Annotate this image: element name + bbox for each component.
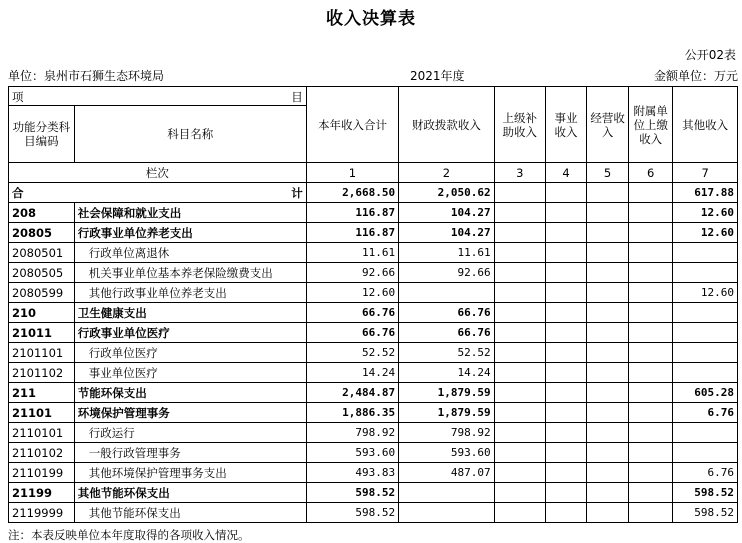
income-table	[8, 86, 738, 523]
table-row	[9, 283, 738, 303]
col-index: 5	[587, 163, 629, 183]
item-header-left: 项	[12, 90, 24, 104]
table-row	[9, 323, 738, 343]
table-row	[9, 363, 738, 383]
income-value	[587, 483, 629, 503]
name-header: 科目名称	[74, 106, 306, 163]
income-value: 12.60	[673, 203, 738, 223]
total-value: 2,668.50	[306, 183, 398, 203]
unit-label: 单位：泉州市石狮生态环境局	[8, 69, 165, 83]
income-value	[399, 483, 494, 503]
income-value	[545, 343, 586, 363]
subject-code: 208	[9, 203, 75, 223]
subject-code: 2080505	[9, 263, 75, 283]
subject-code: 2101102	[9, 363, 75, 383]
subject-code: 210	[9, 303, 75, 323]
income-value	[545, 243, 586, 263]
income-value	[629, 403, 673, 423]
income-value	[545, 503, 586, 523]
income-value	[494, 263, 545, 283]
income-value	[673, 443, 738, 463]
income-value: 593.60	[399, 443, 494, 463]
income-value	[673, 363, 738, 383]
income-value: 12.60	[673, 223, 738, 243]
income-value	[587, 303, 629, 323]
income-value	[494, 343, 545, 363]
income-value	[545, 483, 586, 503]
header-row-index	[9, 163, 738, 183]
income-value	[629, 323, 673, 343]
income-value: 66.76	[306, 303, 398, 323]
income-value: 52.52	[399, 343, 494, 363]
income-value	[494, 323, 545, 343]
income-value	[587, 343, 629, 363]
col-index: 4	[545, 163, 586, 183]
report-title: 收入决算表	[326, 9, 416, 29]
income-value	[629, 483, 673, 503]
col-header-5: 经营收入	[587, 87, 629, 163]
income-value	[494, 243, 545, 263]
item-header-right: 目	[291, 90, 303, 104]
income-value	[673, 423, 738, 443]
subject-code: 21011	[9, 323, 75, 343]
income-value: 14.24	[306, 363, 398, 383]
income-value: 598.52	[306, 503, 398, 523]
table-row	[9, 203, 738, 223]
income-value: 1,879.59	[399, 403, 494, 423]
income-value	[629, 243, 673, 263]
subject-code: 2080599	[9, 283, 75, 303]
col-header-1: 本年收入合计	[306, 87, 398, 163]
income-value	[545, 363, 586, 383]
income-value	[545, 223, 586, 243]
income-value	[629, 423, 673, 443]
income-value	[587, 283, 629, 303]
table-row	[9, 483, 738, 503]
table-row	[9, 463, 738, 483]
table-row	[9, 223, 738, 243]
table-row	[9, 243, 738, 263]
subject-name: 事业单位医疗	[74, 363, 306, 383]
header-row-item	[9, 87, 738, 106]
subject-name: 机关事业单位基本养老保险缴费支出	[74, 263, 306, 283]
income-value	[587, 223, 629, 243]
income-value: 6.76	[673, 463, 738, 483]
income-value	[494, 463, 545, 483]
table-row	[9, 423, 738, 443]
subject-name: 行政单位医疗	[74, 343, 306, 363]
income-value	[494, 443, 545, 463]
total-label-right: 计	[291, 186, 303, 200]
subject-code: 2119999	[9, 503, 75, 523]
income-value: 116.87	[306, 203, 398, 223]
income-value	[545, 383, 586, 403]
col-header-6: 附属单位上缴收入	[629, 87, 673, 163]
income-value: 487.07	[399, 463, 494, 483]
subject-name: 节能环保支出	[74, 383, 306, 403]
col-index-label: 栏次	[9, 163, 307, 183]
amount-unit: 金额单位：万元	[653, 69, 738, 83]
income-value: 66.76	[399, 303, 494, 323]
income-value: 12.60	[306, 283, 398, 303]
subject-name: 行政单位离退休	[74, 243, 306, 263]
income-value	[545, 203, 586, 223]
income-value	[494, 283, 545, 303]
income-value	[545, 323, 586, 343]
income-value	[494, 223, 545, 243]
income-value	[587, 463, 629, 483]
income-value	[494, 303, 545, 323]
income-value: 92.66	[399, 263, 494, 283]
income-value	[587, 383, 629, 403]
income-value	[587, 443, 629, 463]
income-value: 14.24	[399, 363, 494, 383]
income-value	[587, 323, 629, 343]
income-value	[673, 343, 738, 363]
table-row	[9, 303, 738, 323]
total-value	[587, 183, 629, 203]
income-value: 92.66	[306, 263, 398, 283]
income-value: 598.52	[673, 483, 738, 503]
table-row	[9, 443, 738, 463]
income-value	[494, 503, 545, 523]
income-value: 11.61	[399, 243, 494, 263]
income-value	[629, 263, 673, 283]
form-number: 公开02表	[684, 48, 736, 62]
col-header-3: 上级补助收入	[494, 87, 545, 163]
income-value: 66.76	[306, 323, 398, 343]
total-row	[9, 183, 738, 203]
col-header-4: 事业收入	[545, 87, 586, 163]
income-value: 593.60	[306, 443, 398, 463]
income-value	[545, 283, 586, 303]
subject-name: 其他节能环保支出	[74, 483, 306, 503]
subject-name: 环境保护管理事务	[74, 403, 306, 423]
income-value	[629, 443, 673, 463]
income-value: 798.92	[399, 423, 494, 443]
table-row	[9, 343, 738, 363]
subject-code: 2101101	[9, 343, 75, 363]
income-value	[629, 383, 673, 403]
income-value	[629, 203, 673, 223]
subject-name: 社会保障和就业支出	[74, 203, 306, 223]
subject-code: 20805	[9, 223, 75, 243]
col-header-7: 其他收入	[673, 87, 738, 163]
income-value	[629, 343, 673, 363]
total-value	[545, 183, 586, 203]
income-value: 493.83	[306, 463, 398, 483]
income-value: 11.61	[306, 243, 398, 263]
income-value	[629, 463, 673, 483]
subject-name: 行政运行	[74, 423, 306, 443]
income-value	[629, 503, 673, 523]
income-value	[545, 463, 586, 483]
income-value	[545, 443, 586, 463]
income-value	[629, 283, 673, 303]
income-value	[587, 243, 629, 263]
income-value	[399, 503, 494, 523]
income-value: 104.27	[399, 203, 494, 223]
income-value	[587, 423, 629, 443]
income-value	[545, 263, 586, 283]
total-value: 617.88	[673, 183, 738, 203]
col-index: 1	[306, 163, 398, 183]
income-value	[494, 403, 545, 423]
income-value	[629, 363, 673, 383]
col-index: 2	[399, 163, 494, 183]
subject-name: 其他节能环保支出	[74, 503, 306, 523]
income-value	[545, 423, 586, 443]
total-value	[629, 183, 673, 203]
income-value: 598.52	[306, 483, 398, 503]
income-value	[587, 503, 629, 523]
income-value	[673, 323, 738, 343]
table-row	[9, 503, 738, 523]
income-value	[545, 403, 586, 423]
income-value: 798.92	[306, 423, 398, 443]
subject-name: 卫生健康支出	[74, 303, 306, 323]
table-row	[9, 403, 738, 423]
income-value	[587, 403, 629, 423]
subject-code: 211	[9, 383, 75, 403]
income-value: 605.28	[673, 383, 738, 403]
subject-name: 其他环境保护管理事务支出	[74, 463, 306, 483]
income-value	[494, 203, 545, 223]
income-value: 1,879.59	[399, 383, 494, 403]
table-row	[9, 263, 738, 283]
income-value: 6.76	[673, 403, 738, 423]
income-value	[545, 303, 586, 323]
income-value: 12.60	[673, 283, 738, 303]
subject-code: 21101	[9, 403, 75, 423]
income-value	[673, 263, 738, 283]
income-value: 66.76	[399, 323, 494, 343]
table-row	[9, 383, 738, 403]
total-value	[494, 183, 545, 203]
income-value	[587, 203, 629, 223]
income-value: 2,484.87	[306, 383, 398, 403]
col-header-2: 财政拨款收入	[399, 87, 494, 163]
income-value	[587, 263, 629, 283]
income-value	[673, 303, 738, 323]
subject-code: 2110199	[9, 463, 75, 483]
income-value	[494, 363, 545, 383]
income-value	[673, 243, 738, 263]
income-value	[399, 283, 494, 303]
item-header-cell	[9, 87, 307, 106]
fiscal-year: 2021年度	[410, 69, 465, 83]
income-value	[494, 483, 545, 503]
code-header: 功能分类科目编码	[9, 106, 75, 163]
col-index: 7	[673, 163, 738, 183]
report-meta	[8, 67, 738, 83]
subject-code: 21199	[9, 483, 75, 503]
total-label-left: 合	[12, 186, 24, 200]
subject-name: 一般行政管理事务	[74, 443, 306, 463]
income-value: 52.52	[306, 343, 398, 363]
col-index: 3	[494, 163, 545, 183]
subject-name: 行政事业单位医疗	[74, 323, 306, 343]
income-value	[494, 383, 545, 403]
income-value	[629, 303, 673, 323]
income-value: 598.52	[673, 503, 738, 523]
subject-name: 行政事业单位养老支出	[74, 223, 306, 243]
total-value: 2,050.62	[399, 183, 494, 203]
subject-code: 2110101	[9, 423, 75, 443]
income-value: 1,886.35	[306, 403, 398, 423]
footnote: 注：本表反映单位本年度取得的各项收入情况。	[8, 528, 250, 542]
income-value: 104.27	[399, 223, 494, 243]
income-value	[494, 423, 545, 443]
subject-code: 2110102	[9, 443, 75, 463]
income-value: 116.87	[306, 223, 398, 243]
income-value	[629, 223, 673, 243]
col-index: 6	[629, 163, 673, 183]
income-value	[587, 363, 629, 383]
total-label-cell	[9, 183, 307, 203]
subject-name: 其他行政事业单位养老支出	[74, 283, 306, 303]
subject-code: 2080501	[9, 243, 75, 263]
